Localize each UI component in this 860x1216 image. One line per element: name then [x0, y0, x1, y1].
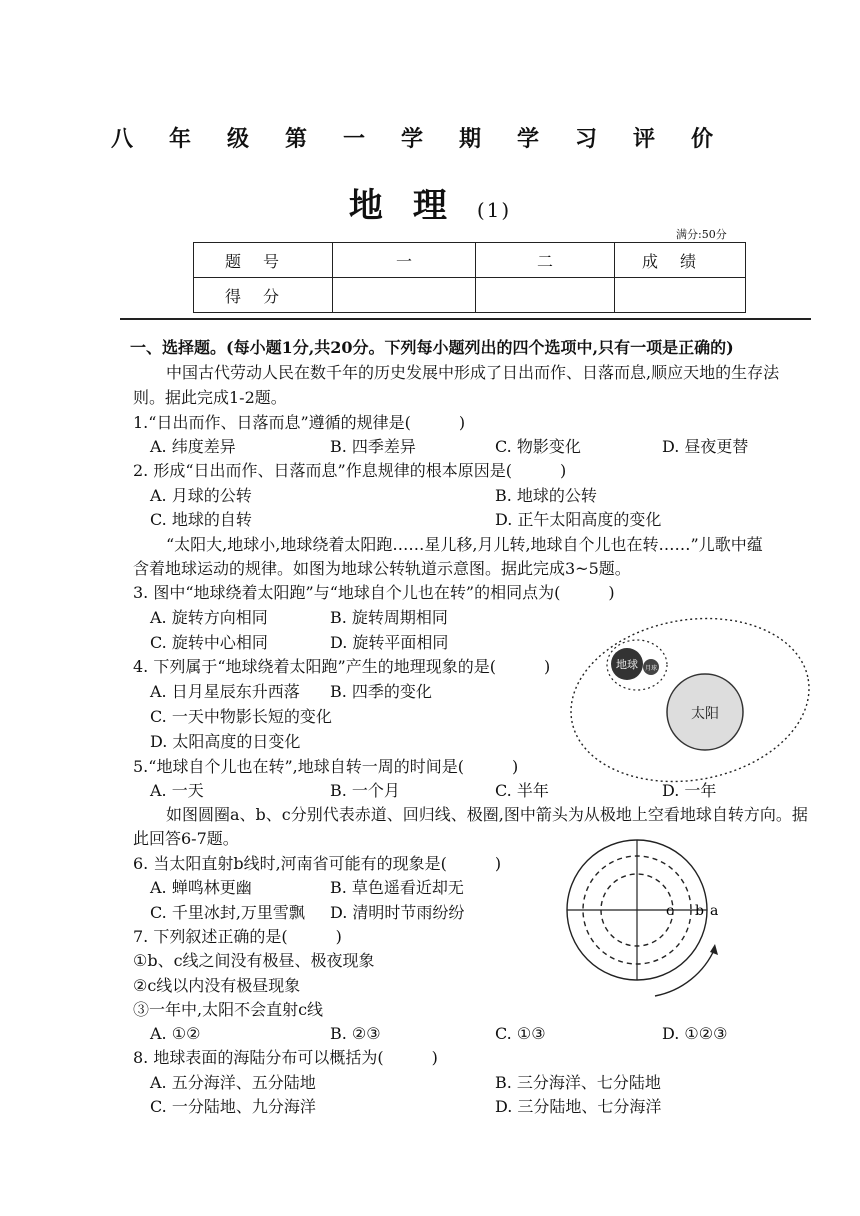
option[interactable]: C. 千里冰封,万里雪飘 [150, 903, 305, 922]
option[interactable]: A. 旋转方向相同 [150, 608, 268, 627]
latitude-circles-figure [555, 838, 735, 1008]
option[interactable]: B. ②③ [330, 1024, 381, 1043]
arrow-head-icon [710, 944, 718, 955]
score-cell[interactable] [476, 278, 615, 313]
option[interactable]: D. 旋转平面相同 [330, 633, 449, 652]
question-stem: 3. 图中“地球绕着太阳跑”与“地球自个儿也在转”的相同点为( ) [133, 583, 615, 602]
score-cell[interactable] [615, 278, 746, 313]
label-b: b [695, 903, 704, 919]
option[interactable]: B. 旋转周期相同 [330, 608, 448, 627]
option[interactable]: B. 草色遥看近却无 [330, 878, 464, 897]
score-header-cell: 题号 [194, 243, 333, 278]
question-stem: 6. 当太阳直射b线时,河南省可能有的现象是( ) [133, 854, 502, 873]
option[interactable]: A. ①② [150, 1024, 201, 1043]
statement: ②c线以内没有极昼现象 [133, 976, 301, 995]
option[interactable]: B. 四季的变化 [330, 682, 432, 701]
option[interactable]: A. 蝉鸣林更幽 [150, 878, 252, 897]
score-header-cell: 一 [333, 243, 476, 278]
volume-number: (1) [476, 198, 512, 222]
option[interactable]: C. 半年 [495, 781, 549, 800]
subject-title [0, 178, 860, 227]
option[interactable]: A. 五分海洋、五分陆地 [150, 1073, 316, 1092]
question-stem: 1.“日出而作、日落而息”遵循的规律是( ) [133, 413, 466, 432]
option[interactable]: A. 纬度差异 [150, 437, 236, 456]
option[interactable]: C. 旋转中心相同 [150, 633, 268, 652]
passage-text: 含着地球运动的规律。如图为地球公转轨道示意图。据此完成3~5题。 [133, 559, 631, 578]
statement: ①b、c线之间没有极昼、极夜现象 [133, 951, 375, 970]
option[interactable]: D. ①②③ [662, 1024, 728, 1043]
option[interactable]: D. 正午太阳高度的变化 [495, 510, 662, 529]
option[interactable]: C. ①③ [495, 1024, 546, 1043]
option[interactable]: B. 地球的公转 [495, 486, 597, 505]
option[interactable]: B. 一个月 [330, 781, 400, 800]
score-header-cell: 二 [476, 243, 615, 278]
option[interactable]: C. 物影变化 [495, 437, 581, 456]
option[interactable]: A. 一天 [150, 781, 204, 800]
option[interactable]: C. 地球的自转 [150, 510, 252, 529]
question-stem: 2. 形成“日出而作、日落而息”作息规律的根本原因是( ) [133, 461, 567, 480]
passage-text: 中国古代劳动人民在数千年的历史发展中形成了日出而作、日落而息,顺应天地的生存法 [166, 363, 780, 382]
option[interactable]: C. 一分陆地、九分海洋 [150, 1097, 316, 1116]
rotation-arrow-icon [655, 948, 715, 996]
sun-label: 太阳 [691, 706, 719, 722]
full-score-note: 满分:50分 [676, 228, 727, 241]
divider-line [120, 318, 811, 320]
option[interactable]: D. 清明时节雨纷纷 [330, 903, 465, 922]
question-stem: 4. 下列属于“地球绕着太阳跑”产生的地理现象的是( ) [133, 657, 551, 676]
score-header-cell: 成绩 [615, 243, 746, 278]
earth-label: 地球 [616, 658, 638, 671]
label-a: a [710, 903, 719, 919]
option[interactable]: D. 一年 [662, 781, 717, 800]
option[interactable]: B. 三分海洋、七分陆地 [495, 1073, 661, 1092]
score-table-score-row [194, 278, 746, 313]
statement: ③一年中,太阳不会直射c线 [133, 1000, 324, 1019]
option[interactable]: D. 三分陆地、七分海洋 [495, 1097, 662, 1116]
subject-name: 地理 [348, 186, 477, 226]
option[interactable]: B. 四季差异 [330, 437, 416, 456]
passage-text: “太阳大,地球小,地球绕着太阳跑……星儿移,月儿转,地球自个儿也在转……”儿歌中蕴 [166, 535, 763, 554]
score-table [193, 242, 746, 313]
score-row-label: 得分 [194, 278, 333, 313]
earth-orbit-figure [565, 610, 815, 790]
option[interactable]: A. 日月星辰东升西落 [150, 682, 300, 701]
question-stem: 7. 下列叙述正确的是( ) [133, 927, 342, 946]
question-stem: 8. 地球表面的海陆分布可以概括为( ) [133, 1048, 438, 1067]
passage-text: 如图圆圈a、b、c分别代表赤道、回归线、极圈,图中箭头为从极地上空看地球自转方向。据 [166, 805, 808, 824]
passage-text: 则。据此完成1-2题。 [133, 388, 287, 407]
score-table-header-row [194, 243, 746, 278]
moon-label: 月球 [644, 665, 658, 672]
option[interactable]: D. 太阳高度的日变化 [150, 732, 301, 751]
score-cell[interactable] [333, 278, 476, 313]
section-heading: 一、选择题。(每小题1分,共20分。下列每小题列出的四个选项中,只有一项是正确的) [130, 338, 734, 357]
option[interactable]: C. 一天中物影长短的变化 [150, 707, 332, 726]
option[interactable]: A. 月球的公转 [150, 486, 252, 505]
passage-text: 此回答6-7题。 [133, 829, 239, 848]
label-c: c [666, 903, 674, 919]
exam-header-title: 八年级第一学期学习评价 [110, 126, 749, 152]
option[interactable]: D. 昼夜更替 [662, 437, 749, 456]
question-stem: 5.“地球自个儿也在转”,地球自转一周的时间是( ) [133, 757, 519, 776]
